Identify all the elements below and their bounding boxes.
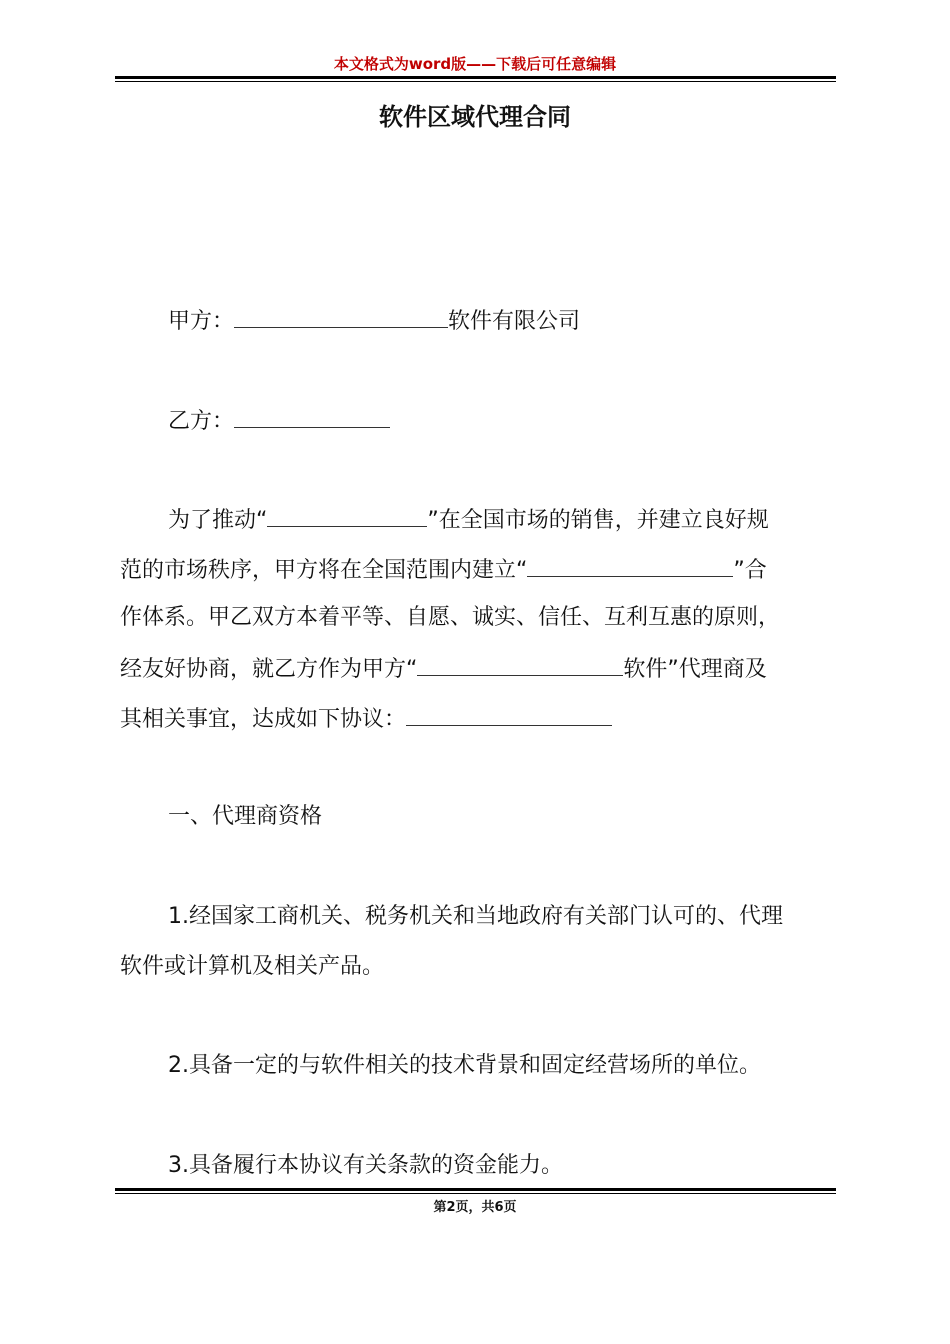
intro-text: 范的市场秩序，甲方将在全国范围内建立“ xyxy=(120,558,528,583)
party-a-label: 甲方： xyxy=(168,309,235,334)
header-note: 本文格式为word版——下载后可任意编辑 xyxy=(333,55,617,73)
software-name-blank xyxy=(417,653,623,676)
intro-line-5 xyxy=(120,703,612,733)
intro-text: 作体系。甲乙双方本着平等、自愿、诚实、信任、互利互惠的原则， xyxy=(120,605,781,630)
document-title: 软件区域代理合同 xyxy=(379,103,571,131)
intro-line-2 xyxy=(120,554,767,584)
section-1-item-1-line-1: 1.经国家工商机关、税务机关和当地政府有关部门认可的、代理 xyxy=(168,904,783,929)
footer-rule-thick xyxy=(115,1188,836,1191)
header-rule-thin xyxy=(115,81,836,82)
intro-line-4 xyxy=(120,653,767,683)
agreement-blank xyxy=(406,703,612,726)
intro-text: ”合 xyxy=(733,558,767,583)
party-a-suffix: 软件有限公司 xyxy=(448,309,581,334)
section-1-item-1-line-2: 软件或计算机及相关产品。 xyxy=(120,954,385,979)
intro-text: 为了推动“ xyxy=(168,508,268,533)
page-number: 第2页，共6页 xyxy=(433,1200,517,1215)
party-b-blank xyxy=(234,405,390,428)
intro-text: ”在全国市场的销售，并建立良好规 xyxy=(427,508,769,533)
party-a-line xyxy=(168,305,580,335)
intro-line-3 xyxy=(120,603,780,633)
party-b-line xyxy=(168,405,390,435)
footer-rule-thin xyxy=(115,1193,836,1194)
party-b-label: 乙方： xyxy=(168,409,235,434)
intro-text: 其相关事宜，达成如下协议： xyxy=(120,707,407,732)
product-name-blank xyxy=(267,504,427,527)
party-a-blank xyxy=(234,305,448,328)
intro-line-1 xyxy=(168,504,769,534)
section-1-heading: 一、代理商资格 xyxy=(168,804,323,829)
intro-text: 经友好协商，就乙方作为甲方“ xyxy=(120,657,418,682)
header-rule-thick xyxy=(115,76,836,79)
section-1-item-3: 3.具备履行本协议有关条款的资金能力。 xyxy=(168,1153,563,1178)
section-1-item-2: 2.具备一定的与软件相关的技术背景和固定经营场所的单位。 xyxy=(168,1053,761,1078)
system-name-blank xyxy=(527,554,733,577)
intro-text: 软件”代理商及 xyxy=(623,657,767,682)
